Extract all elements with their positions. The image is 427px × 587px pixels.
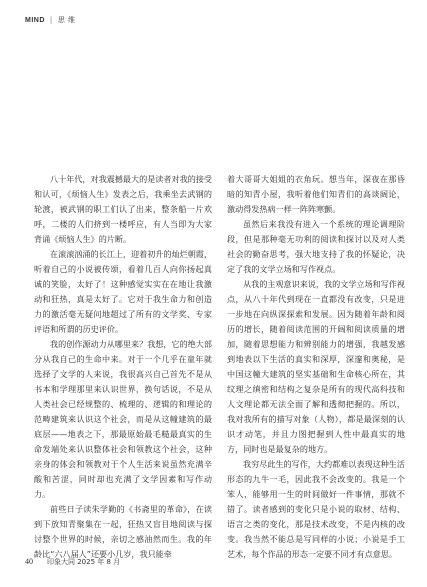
paragraph-continued: 着大哥哥大姐姐的衣角玩。想当年，深夜在那昏暗的知青小屋，我听着他们知青们的高谈阔论，激动得发热病一样一阵阵寒颤。	[227, 174, 405, 214]
paragraph: 从我的主观意识来说，我的文学立场和写作视点，从八十年代到现在一直都没有改变，只是进一步地在向纵深探索和发展。因为随着年龄和阅历的增长，随着阅读范围的开阔和阅读质量的增加，随着思想能力和辨别能力的增强，我越发感到地表以下生活的真实和深厚，深邃和奥秘，是中国这幢大建筑的坚实基础和生命核心所在，其纹理之缜密和结构之复杂是所有的现代高科技和人文理论都无法全面了解和透彻把握的。所以，我对我所有的描写对象（人物），都是最深刻的认识才动笔，并且力图把握到人性中最真实的地方，同时也是最复杂的地方。	[227, 279, 405, 454]
page-number: 40	[25, 557, 33, 566]
paragraph: 我的创作源动力从哪里来？我想，它的绝大部分从我自己的生命中来。对于一个几乎在童年就选择了文学的人来说，我很高兴自己首先不是从书本和学理那里来认识世界，换句话说，不是从人类社会已经规整的、梳理的、逻辑的和理论的范畴建筑来认识这个社会，而是从这幢建筑的最底层——地表之下，那最原始最毛糙最真实的生命发端处来认识整体社会和领教这个社会，这种亲身的体会和领教对于个人生活来说虽然充满辛酸和苦涩，同时却也充满了文学因素和写作动力。	[34, 339, 212, 499]
paragraph: 我穷尽此生的写作，大约都难以表现这种生活形态的九牛一毛，因此我不会改变的。我是一个笨人，能够用一生的时间做好一件事情，那就不错了。读者感到的变化只是小说的取材、结构、语言之类的变化，那是技术改变，不是内核的改变。我当然不能总是写同样的小说；小说是手工艺术，每个作品的形态一定要不同才有点意思。	[227, 459, 405, 559]
magazine-issue: 印象大同 2025 年 8 月	[47, 558, 121, 566]
paragraph: 八十年代，对我震撼最大的是读者对我的接受和认可，《烦恼人生》发表之后，我乘坐去武钢的轮渡，被武钢的职工们认了出来，整条船一片欢呼，二楼的人们挤到一楼呼应，有人当即为大家背诵《烦恼人生》的片断。	[34, 174, 212, 244]
right-text-column	[227, 172, 405, 562]
paragraph: 前些日子读朱学勤的《书斋里的革命》，在读到下放知青聚集在一起，狂热又盲目地阅读与探讨整个世界的时候，亲切之感油然而生。我的年龄比“六八届人”还要小几岁，我只能牵	[34, 504, 212, 559]
section-label-en: MIND	[25, 16, 45, 24]
header-separator: |	[49, 16, 53, 24]
paragraph: 在滚滚汹涌的长江上，迎着初升的灿烂朝霞，听着自己的小说被传颂，看着几百人向你扬起真诚的笑脸，太好了！这种感觉实实在在地让我激动和狂热，真是太好了。它对于我生命力和创造力的激活毫无疑问地超过了所有的文学奖、专家评语和所谓的历史评价。	[34, 249, 212, 334]
running-header	[25, 15, 75, 25]
section-label-cn: 思 维	[57, 16, 76, 24]
page-footer	[25, 557, 120, 567]
left-text-column	[34, 172, 212, 562]
paragraph: 虽然后来我没有进入一个系统的理论调理阶段，但是那种毫无功利的阅读和探讨以及对人类社会的勤奋思考，强大地支持了我的怀疑论，决定了我的文学立场和写作视点。	[227, 219, 405, 274]
